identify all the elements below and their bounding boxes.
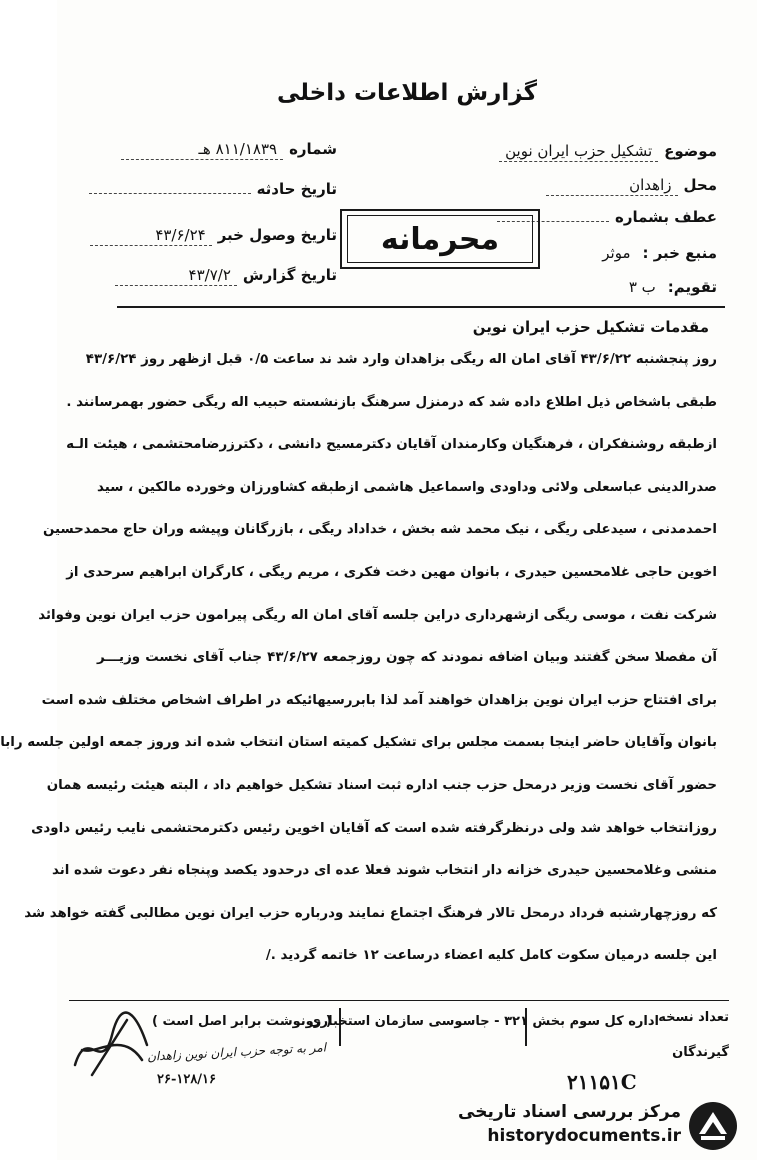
number-label: شماره xyxy=(289,140,337,158)
attach-label: عطف بشماره xyxy=(614,208,717,226)
report-body-line: احمدمدنی ، سیدعلی ریگی ، نیک محمد شه بخش ، خداداد ریگی ، بازرگانان وپیشه وران حاج محمدحسین xyxy=(42,522,717,538)
rating-value: ب ۳ xyxy=(628,278,656,296)
report-body-line: بانوان وآقایان حاضر اینجا بسمت مجلس برای تشکیل کمیته استان انتخاب شده اند وروز جمعه اولین جلسه رابا xyxy=(0,735,717,751)
report-body-line: اخوین حاجی غلامحسین حیدری ، بانوان مهین دخت فکری ، مریم ریگی ، کارگران ابراهیم سرحدی از xyxy=(66,565,717,580)
copies-label: تعداد نسخه xyxy=(658,1010,729,1025)
report-body-line: شرکت نفت ، موسی ریگی ازشهرداری دراین جلسه آقای امان اله ریگی پیرامون حزب ایران نوین وفوائد xyxy=(38,607,717,623)
rating-label: تقویم: xyxy=(667,278,717,296)
subject-value: تشکیل حزب ایران نوین xyxy=(499,142,658,162)
receipt-date-field xyxy=(90,226,337,246)
handwritten-reference-number: ۲۶-۱۲۸/۱۶ xyxy=(157,1072,217,1087)
report-body-line: روز پنجشنبه ۴۳/۶/۲۲ آقای امان اله ریگی بزاهدان وارد شد ند ساعت ۰/۵ قبل ازظهر روز ۴۳/۶/۲۴ xyxy=(85,352,717,367)
report-body-line: که روزچهارشنبه فرداد درمحل تالار فرهنگ اجتماع نمایند ودرباره حزب ایران نوین مطالبی گفته خواهد شد xyxy=(24,905,717,921)
place-value: زاهدان xyxy=(546,176,678,196)
confidential-stamp-text: محرمانه xyxy=(347,215,533,263)
subject-field xyxy=(499,142,717,162)
report-body-line: برای افتتاح حزب ایران نوین بزاهدان خواهند آمد لذا بابررسیهائیکه در اطراف اشخاص مختلف شده است xyxy=(41,692,717,708)
report-date-value: ۴۳/۷/۲ xyxy=(115,266,237,286)
report-body-line: منشی وغلامحسین حیدری خزانه دار انتخاب شوند فعلا عده ای درحدود یکصد وپنجاه نفر دعوت شده اند xyxy=(52,863,717,879)
handwritten-signature xyxy=(67,1005,157,1085)
report-body-line: آن مفصلا سخن گفتند وبیان اضافه نمودند که چون روزجمعه ۴۳/۶/۲۷ جناب آقای نخست وزیـــر xyxy=(97,650,717,666)
confidential-stamp xyxy=(340,209,540,269)
report-title: گزارش اطلاعات داخلی xyxy=(277,80,537,106)
subject-label: موضوع xyxy=(664,142,717,160)
distribution-department: اداره کل سوم بخش ۳۲۱ - جاسوسی سازمان استخباری xyxy=(308,1014,659,1029)
report-body-line: حضور آقای نخست وزیر درمحل حزب جنب اداره ثبت اسناد تشکیل خواهیم داد ، البته هیئت رئیسه همان xyxy=(46,778,717,793)
report-date-field xyxy=(115,266,337,286)
receipt-date-value: ۴۳/۶/۲۴ xyxy=(90,226,212,246)
event-date-value xyxy=(89,192,251,194)
archive-footer xyxy=(417,1096,747,1154)
handwritten-note: امر به توجه حزب ایران نوین زاهدان xyxy=(146,1040,327,1064)
report-heading: مقدمات تشکیل حزب ایران نوین xyxy=(472,318,709,336)
place-label: محل xyxy=(683,176,717,194)
event-date-field xyxy=(89,180,337,198)
number-field xyxy=(121,140,337,160)
source-field xyxy=(565,244,718,263)
report-body-line: روزانتخاب خواهد شد ولی درنظرگرفته شده است که آقایان اخوین رئیس دکترمحتشمی نایب رئیس داودی xyxy=(31,820,717,836)
report-body-line: طبقی باشخاص ذیل اطلاع داده شد که درمنزل سرهنگ بازنشسته حبیب اله ریگی حضور بهمرسانند . xyxy=(66,394,717,410)
footer-divider xyxy=(69,1000,729,1001)
archive-org-name: مرکز بررسی اسناد تاریخی xyxy=(458,1102,681,1122)
rating-field xyxy=(590,278,717,297)
recipients-label: گیرندگان xyxy=(672,1045,729,1060)
number-value: ۸۱۱/۱۸۳۹ هـ xyxy=(121,140,283,160)
place-field xyxy=(546,176,718,196)
archive-logo-icon xyxy=(687,1100,739,1152)
report-body-line: این جلسه درمیان سکوت کامل کلیه اعضاء درساعت ۱۲ خاتمه گردید ./ xyxy=(265,948,717,964)
receipt-date-label: تاریخ وصول خبر xyxy=(217,226,337,244)
report-body-line: صدرالدینی عباسعلی ولائی وداودی واسماعیل هاشمی ازطبقه کشاورزان وخورده مالکین ، سید xyxy=(97,479,717,495)
event-date-label: تاریخ حادثه xyxy=(256,180,337,198)
copy-certification-note: ( رونوشت برابر اصل است ) xyxy=(152,1014,332,1029)
source-label: منبع خبر : xyxy=(642,244,717,262)
archive-website[interactable]: historydocuments.ir xyxy=(487,1126,681,1146)
handwritten-reference-right: ۲۱۱۵۱C xyxy=(567,1070,637,1094)
report-date-label: تاریخ گزارش xyxy=(242,266,337,284)
source-value: موثر xyxy=(602,244,631,262)
report-body-line: ازطبقه روشنفکران ، فرهنگیان وکارمندان آقایان دکترمسیح دانشی ، دکترزرضامحتشمی ، هیئت الـه xyxy=(66,437,717,453)
header-divider xyxy=(117,306,725,308)
